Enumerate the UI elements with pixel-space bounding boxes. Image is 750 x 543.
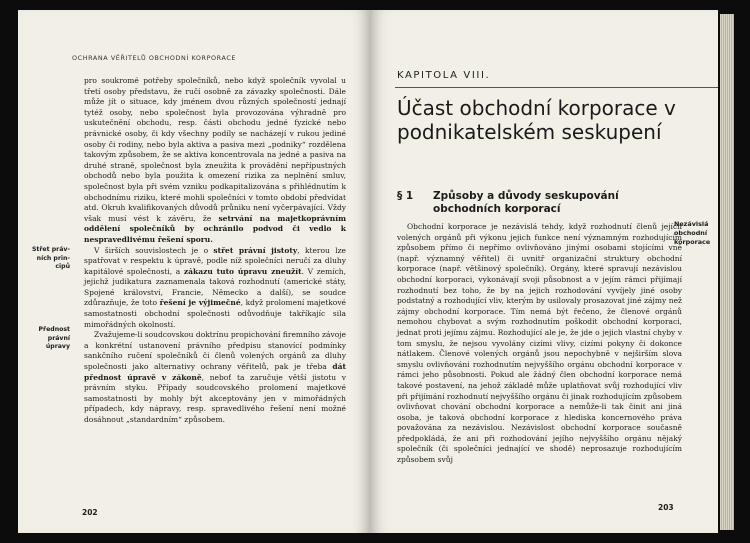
paragraph: V širších souvislostech je o střet právní jistoty, kterou lze spatřovat v respektu k úpravě, podle níž společníci neručí za dluhy kapitálové společnosti, a zákazu tuto úpravu zneužít. V zemích, jejichž judikatura zaznamenala taková rozhodnutí (americké státy, Spojené království, Francie, Německo a další), se soudce zdůrazňuje, že toto řešení je výjimečné, když prolomení majetkové samostatnosti obchodní společnosti odůvodňuje takříkajíc sila mimořádných okolností. <box>84 245 347 329</box>
paragraph: Zvažujeme-li soudcovskou doktrínu propichování firemního závoje a konkrétní ustanovení právního předpisu stanovící podmínky sankčního ručení společníků či členů volených orgánů za dluhy společnosti jako alternativy ochrany věřitelů, pak je třeba dát přednost úpravě v zákoně, neboť ta zaručuje větší jistotu v právním styku. Případy soudcovského prolomení majetkové samostatnosti by mohly být akceptovány jen v mimořádných případech, kdy nápravy, resp. spravedlivého řešení není možné dosáhnout „standardním“ způsobem. <box>84 330 346 424</box>
running-head: OCHRANA VĚŘITELŮ OBCHODNÍ KORPORACE <box>72 54 237 62</box>
right-body-text <box>397 222 682 466</box>
left-body-text <box>84 76 346 426</box>
left-page <box>18 10 370 533</box>
chapter-rule <box>395 87 718 88</box>
right-page <box>370 10 718 533</box>
margin-note-principles: Střet práv- ních prin- cipů <box>31 246 70 271</box>
chapter-title: Účast obchodní korporace v podnikatelském seskupení <box>397 96 676 144</box>
page-number: 202 <box>82 508 98 517</box>
paragraph: Obchodní korporace je nezávislá tehdy, když rozhodnutí členů jejích volených orgánů při výkonu jejich funkce není významným rozhodujícím způsobem přímo či nepřímo ovlivňováno jinými osobami stojícími vně (např. významný věřitel) či uvnitř organizační struktury obchodní korporace (např. většinový společník). Orgány, které spravují nezávislou obchodní korporaci, vykonávají svoji působnost a v jejím rámci přijímají rozhodnutí bez toho, že by na jejich rozhodování vyvíjely jiné osoby podstatný a rozhodující vliv, kterým by usilovaly prosazovat jiné zájmy než zájmy obchodní korporace. Tím nemá být řečeno, že členové orgánů nemohou chybovat a svým rozhodnutím poškodit obchodní korporaci, jednat proti jejímu zájmu. Rozhodující ale je, že jde o jejich vlastní chyby v tom smyslu, že nejsou vyvolány cizími vlivy, cizími pokyny či dokonce nátlakem. Členové volených orgánů jsou nepochybně v nejširším slova smyslu ovlivňováni rozhodnutím nejvyššího orgánu obchodní korporace v rámci jeho působnosti. Pokud ale žádný člen obchodní korporace nemá takové postavení, na jehož základě může uplatňovat svůj rozhodující vliv při přijímání rozhodnutí nejvyššího orgánu či jinak rozhodujícím způsobem ovlivňovat chování obchodní korporace a nemůže-li tak činit ani jiná osoba, je taková obchodní korporace z hlediska koncernového práva považována za nezávislou. Nezávislost obchodní korporace současně předpokládá, že ani při rozhodování jejího nejvyššího orgánu nějaký společník (či společníci jednající ve shodě) neprosazuje rozhodujícím způsobem svůj <box>397 222 682 465</box>
page-number: 203 <box>658 503 674 512</box>
page-edges <box>720 14 734 530</box>
margin-note-precedence: Přednost právní úpravy <box>38 326 70 351</box>
section-number: § 1 <box>397 190 414 202</box>
chapter-label: KAPITOLA VIII. <box>397 70 491 81</box>
margin-note-independent: Nezávislá obchodní korporace <box>674 220 711 246</box>
paragraph: pro soukromé potřeby společníků, nebo když společník vyvolal u třetí osoby představu, že ručí osobně za závazky společnosti. Dále může jít o situace, kdy jménem dvou různých společností jednají tytéž osoby, nebo společnost byla provozována výhradně pro uskutečnění obchodu, resp. části obchodu jedné fyzické nebo právnické osoby, či kdy všechny podíly se nacházejí v rukou jediné osoby či rodiny, nebo byla aktiva a pasiva mezi „podniky“ rozdělena takovým způsobem, že se aktiva koncentrovala na jedné a pasiva na druhé straně, společnost byla zneužita k provádění nepřípustných obchodů nebo byla použita k omezení rizika za neplnění smluv, společnost byla při svém vzniku podkapitalizována s přihlédnutím k obchodnímu riziku, které mohli společníci v tomto období předvídat atd. Okruh kvalifikovaných důvodů průniku není vyčerpávající. Vždy však musí vést k závěru, že setrvání na majetkoprávním oddělení společníků by ochránilo podvod či vedlo k nespravedlivému řešení sporu. <box>84 76 347 244</box>
section-title: Způsoby a důvody seskupování obchodních korporací <box>433 190 619 215</box>
